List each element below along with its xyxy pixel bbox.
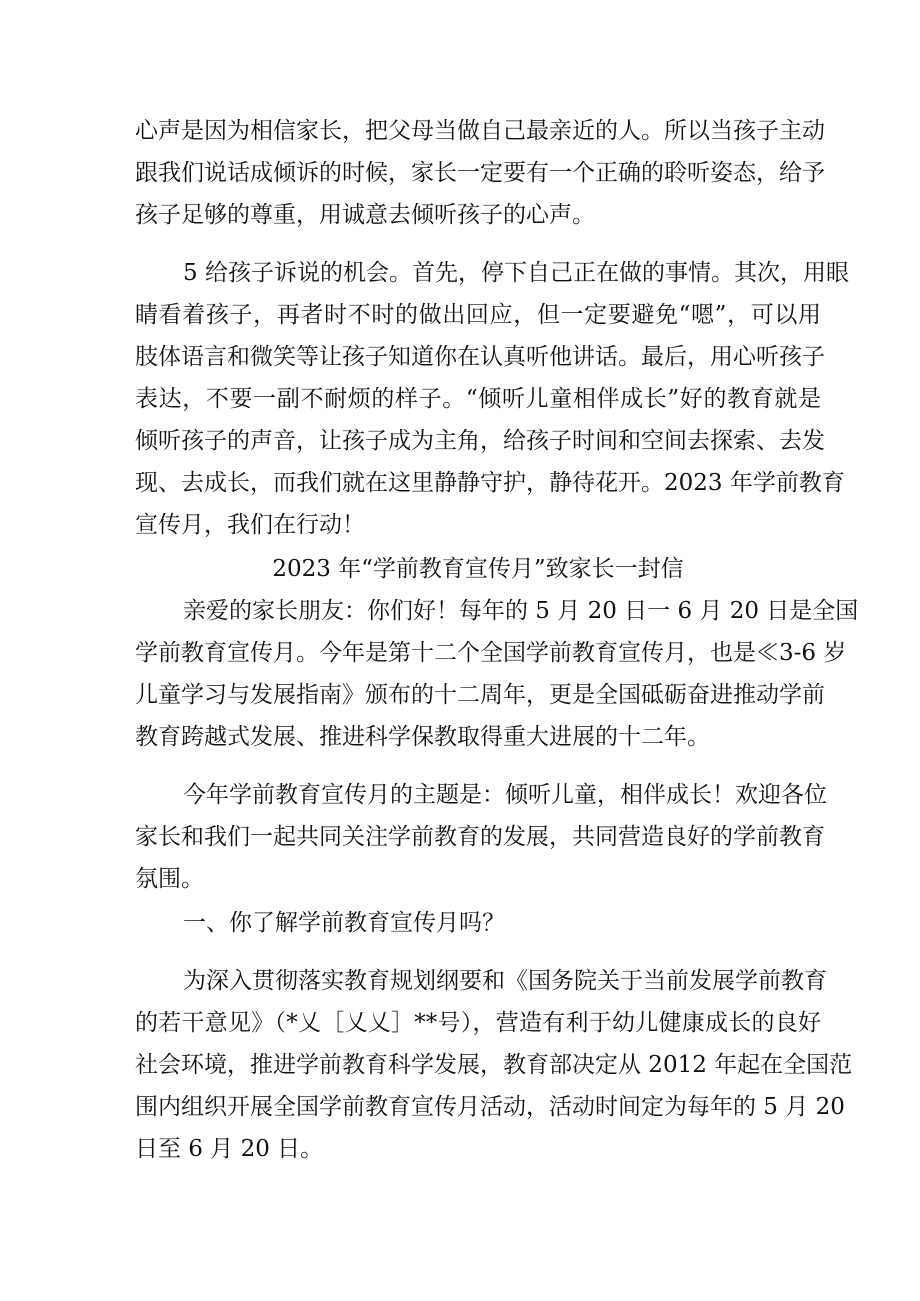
text-line: 5 给孩子诉说的机会。首先，停下自己正在做的事情。其次，用眼 <box>183 260 849 286</box>
text-line: 亲爱的家长朋友：你们好！每年的 5 月 20 日一 6 月 20 日是全国 <box>183 598 859 624</box>
text-line: 氛围。 <box>135 866 204 892</box>
text-line: 现、去成长，而我们就在这里静静守护，静待花开。2023 年学前教育 <box>135 470 845 496</box>
text-line: 孩子足够的尊重，用诚意去倾听孩子的心声。 <box>135 202 595 228</box>
paragraph-chance-to-speak <box>135 252 849 546</box>
text-line: 家长和我们一起共同关注学前教育的发展，共同营造良好的学前教育 <box>135 824 825 850</box>
section-heading: 一、你了解学前教育宣传月吗？ <box>183 910 505 936</box>
document-page <box>135 110 859 1170</box>
text-line: 倾听孩子的声音，让孩子成为主角，给孩子时间和空间去探索、去发 <box>135 428 825 454</box>
text-line: 的若干意见》（*乂［乂乂］**号），营造有利于幼儿健康成长的良好 <box>135 1010 821 1036</box>
text-line: 睛看着孩子，再者时不时的做出回应，但一定要避免“嗯”，可以用 <box>135 302 821 328</box>
text-line: 日至 6 月 20 日。 <box>135 1136 324 1162</box>
text-line: 跟我们说话成倾诉的时候，家长一定要有一个正确的聆听姿态，给予 <box>135 160 825 186</box>
text-line: 今年学前教育宣传月的主题是：倾听儿童，相伴成长！欢迎各位 <box>183 782 827 808</box>
text-line: 儿童学习与发展指南》颁布的十二周年，更是全国砥砺奋进推动学前 <box>135 682 825 708</box>
text-line: 学前教育宣传月。今年是第十二个全国学前教育宣传月，也是≪3-6 岁 <box>135 640 847 666</box>
text-line: 肢体语言和微笑等让孩子知道你在认真听他讲话。最后，用心听孩子 <box>135 344 825 370</box>
paragraph-greeting <box>135 590 859 758</box>
paragraph-background <box>135 960 853 1170</box>
text-line: 教育跨越式发展、推进科学保教取得重大进展的十二年。 <box>135 724 710 750</box>
text-line: 社会环境，推进学前教育科学发展，教育部决定从 2012 年起在全国范 <box>135 1052 853 1078</box>
paragraph-theme <box>135 774 827 900</box>
text-line: 为深入贯彻落实教育规划纲要和《国务院关于当前发展学前教育 <box>183 968 827 994</box>
text-line: 围内组织开展全国学前教育宣传月活动，活动时间定为每年的 5 月 20 <box>135 1094 845 1120</box>
paragraph-listening-attitude <box>135 110 825 236</box>
text-line: 表达，不要一副不耐烦的样子。“倾听儿童相伴成长”好的教育就是 <box>135 386 821 412</box>
text-line: 宣传月，我们在行动！ <box>135 512 365 538</box>
letter-title: 2023 年“学前教育宣传月”致家长一封信 <box>272 556 684 582</box>
text-line: 心声是因为相信家长，把父母当做自己最亲近的人。所以当孩子主动 <box>135 118 825 144</box>
